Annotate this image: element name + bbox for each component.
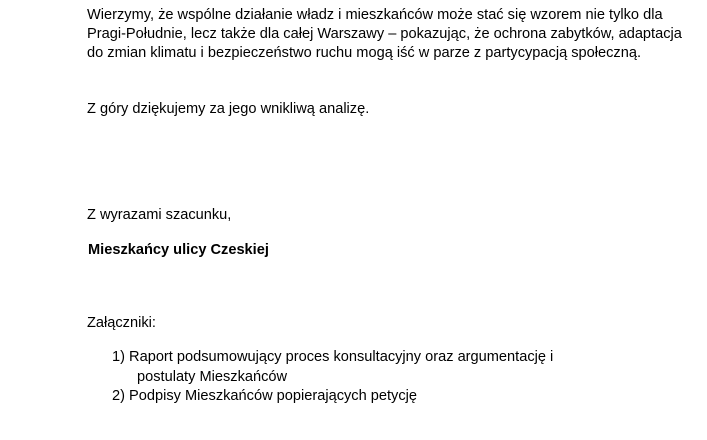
attachments-label: Załączniki: xyxy=(87,315,156,331)
attachment-number: 1) xyxy=(112,349,125,365)
thanks-paragraph: Z góry dziękujemy za jego wnikliwą analizę. xyxy=(87,101,370,117)
attachment-text: Raport podsumowujący proces konsultacyjny oraz argumentację i postulaty Mieszkańców xyxy=(129,349,554,385)
attachment-number: 2) xyxy=(112,388,125,404)
signature: Mieszkańcy ulicy Czeskiej xyxy=(88,242,269,258)
body-paragraph: Wierzymy, że wspólne działanie władz i mieszkańców może stać się wzorem nie tylko dla Pragi-Południe, lecz także dla całej Warszawy – pokazując, że ochrona zabytków, adaptacja do zmian klimatu i bezpieczeństwo ruchu mogą iść w parze z partycypacją społeczną. xyxy=(87,7,682,61)
attachment-item xyxy=(0,387,607,407)
closing-line: Z wyrazami szacunku, xyxy=(87,207,232,223)
attachments-list xyxy=(0,348,707,407)
attachment-text: Podpisy Mieszkańców popierających petycję xyxy=(129,388,418,404)
attachment-item xyxy=(0,348,607,387)
